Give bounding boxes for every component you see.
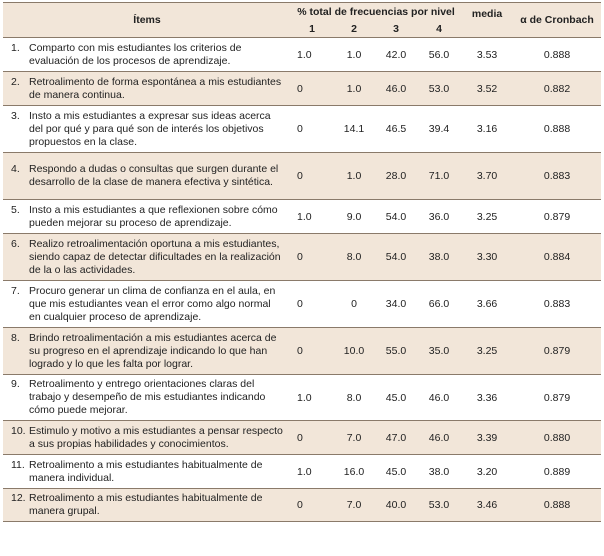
level-4-cell: 46.0 bbox=[417, 375, 461, 421]
level-3-cell: 42.0 bbox=[375, 38, 417, 72]
item-text: Retroalimento a mis estudiantes habitualmente de manera individual. bbox=[29, 458, 263, 484]
level-1-cell: 1.0 bbox=[291, 200, 333, 234]
level-1-cell: 0 bbox=[291, 489, 333, 522]
level-3-cell: 45.0 bbox=[375, 375, 417, 421]
level-1-cell: 1.0 bbox=[291, 375, 333, 421]
item-number: 9. bbox=[11, 378, 20, 390]
item-text: Insto a mis estudiantes a expresar sus ideas acerca del por qué y para qué son de interés los objetivos propuestos en la clase. bbox=[29, 109, 271, 148]
level-3-cell: 54.0 bbox=[375, 200, 417, 234]
item-cell bbox=[3, 106, 291, 153]
header-media: media bbox=[461, 3, 513, 38]
media-cell: 3.16 bbox=[461, 106, 513, 153]
header-frequencies: % total de frecuencias por nivel bbox=[291, 3, 461, 22]
table-row bbox=[3, 200, 601, 234]
item-cell bbox=[3, 200, 291, 234]
level-3-cell: 46.5 bbox=[375, 106, 417, 153]
item-cell bbox=[3, 455, 291, 489]
alpha-cell: 0.879 bbox=[513, 375, 601, 421]
level-3-cell: 34.0 bbox=[375, 281, 417, 328]
item-text: Retroalimento de forma espontánea a mis estudiantes de manera continua. bbox=[29, 75, 282, 101]
level-2-cell: 1.0 bbox=[333, 72, 375, 106]
level-1-cell: 0 bbox=[291, 234, 333, 281]
media-cell: 3.53 bbox=[461, 38, 513, 72]
item-text: Realizo retroalimentación oportuna a mis estudiantes, siendo capaz de detectar dificultades en la realización de la o las actividades. bbox=[29, 237, 281, 276]
item-number: 6. bbox=[11, 237, 20, 250]
item-cell bbox=[3, 72, 291, 106]
item-number: 8. bbox=[11, 331, 20, 344]
item-cell bbox=[3, 153, 291, 200]
level-1-cell: 0 bbox=[291, 153, 333, 200]
header-level-3: 3 bbox=[375, 21, 417, 38]
item-text: Retroalimento a mis estudiantes habitualmente de manera grupal. bbox=[29, 492, 263, 517]
item-text: Insto a mis estudiantes a que reflexionen sobre cómo pueden mejorar su proceso de aprendizaje. bbox=[29, 203, 278, 229]
media-cell: 3.39 bbox=[461, 421, 513, 455]
item-number: 11. bbox=[11, 458, 25, 471]
frequency-table bbox=[3, 2, 601, 522]
level-4-cell: 39.4 bbox=[417, 106, 461, 153]
table-row bbox=[3, 489, 601, 522]
alpha-cell: 0.884 bbox=[513, 234, 601, 281]
alpha-cell: 0.888 bbox=[513, 106, 601, 153]
level-3-cell: 55.0 bbox=[375, 328, 417, 375]
level-4-cell: 53.0 bbox=[417, 72, 461, 106]
media-cell: 3.36 bbox=[461, 375, 513, 421]
level-4-cell: 71.0 bbox=[417, 153, 461, 200]
level-2-cell: 9.0 bbox=[333, 200, 375, 234]
alpha-cell: 0.879 bbox=[513, 328, 601, 375]
header-level-4: 4 bbox=[417, 21, 461, 38]
level-1-cell: 0 bbox=[291, 328, 333, 375]
item-cell bbox=[3, 421, 291, 455]
level-2-cell: 8.0 bbox=[333, 234, 375, 281]
level-1-cell: 0 bbox=[291, 281, 333, 328]
alpha-cell: 0.880 bbox=[513, 421, 601, 455]
level-2-cell: 0 bbox=[333, 281, 375, 328]
item-text: Retroalimento y entrego orientaciones claras del trabajo y desempeño de mis estudiantes indicando cómo puede mejorar. bbox=[29, 378, 266, 416]
level-1-cell: 1.0 bbox=[291, 455, 333, 489]
media-cell: 3.25 bbox=[461, 200, 513, 234]
table-row bbox=[3, 153, 601, 200]
table-row bbox=[3, 281, 601, 328]
item-number: 1. bbox=[11, 41, 20, 54]
media-cell: 3.25 bbox=[461, 328, 513, 375]
header-alpha: α de Cronbach bbox=[513, 3, 601, 38]
level-3-cell: 46.0 bbox=[375, 72, 417, 106]
level-2-cell: 10.0 bbox=[333, 328, 375, 375]
level-2-cell: 7.0 bbox=[333, 421, 375, 455]
item-cell bbox=[3, 489, 291, 522]
level-3-cell: 40.0 bbox=[375, 489, 417, 522]
table-row bbox=[3, 38, 601, 72]
item-cell bbox=[3, 328, 291, 375]
level-4-cell: 35.0 bbox=[417, 328, 461, 375]
level-3-cell: 28.0 bbox=[375, 153, 417, 200]
media-cell: 3.46 bbox=[461, 489, 513, 522]
item-number: 10. bbox=[11, 424, 26, 437]
alpha-cell: 0.882 bbox=[513, 72, 601, 106]
item-number: 4. bbox=[11, 163, 20, 175]
table-row bbox=[3, 106, 601, 153]
alpha-cell: 0.883 bbox=[513, 153, 601, 200]
item-text: Estimulo y motivo a mis estudiantes a pensar respecto a sus propias habilidades y conocimientos. bbox=[29, 424, 283, 450]
media-cell: 3.70 bbox=[461, 153, 513, 200]
level-2-cell: 14.1 bbox=[333, 106, 375, 153]
media-cell: 3.30 bbox=[461, 234, 513, 281]
media-cell: 3.66 bbox=[461, 281, 513, 328]
alpha-cell: 0.883 bbox=[513, 281, 601, 328]
item-cell bbox=[3, 281, 291, 328]
alpha-cell: 0.888 bbox=[513, 38, 601, 72]
header-level-2: 2 bbox=[333, 21, 375, 38]
level-2-cell: 1.0 bbox=[333, 153, 375, 200]
level-1-cell: 1.0 bbox=[291, 38, 333, 72]
item-number: 3. bbox=[11, 109, 20, 122]
level-4-cell: 46.0 bbox=[417, 421, 461, 455]
item-number: 5. bbox=[11, 203, 20, 216]
level-1-cell: 0 bbox=[291, 72, 333, 106]
level-4-cell: 38.0 bbox=[417, 234, 461, 281]
item-text: Procuro generar un clima de confianza en el aula, en que mis estudiantes vean el error como algo normal en cualquier proceso de aprendizaje. bbox=[29, 284, 276, 323]
level-2-cell: 8.0 bbox=[333, 375, 375, 421]
header-items: Ítems bbox=[3, 3, 291, 38]
item-text: Brindo retroalimentación a mis estudiantes acerca de su progreso en el aprendizaje indicando lo que han logrado y lo que les falta por lograr. bbox=[29, 331, 277, 370]
item-cell bbox=[3, 38, 291, 72]
header-level-1: 1 bbox=[291, 21, 333, 38]
media-cell: 3.52 bbox=[461, 72, 513, 106]
level-4-cell: 56.0 bbox=[417, 38, 461, 72]
alpha-cell: 0.888 bbox=[513, 489, 601, 522]
level-3-cell: 45.0 bbox=[375, 455, 417, 489]
item-text: Comparto con mis estudiantes los criterios de evaluación de los procesos de aprendizaje. bbox=[29, 41, 242, 67]
item-number: 7. bbox=[11, 284, 20, 297]
level-1-cell: 0 bbox=[291, 421, 333, 455]
level-3-cell: 47.0 bbox=[375, 421, 417, 455]
item-text: Respondo a dudas o consultas que surgen durante el desarrollo de la clase de manera efectiva y sintética. bbox=[29, 163, 279, 188]
item-cell bbox=[3, 234, 291, 281]
table-row bbox=[3, 328, 601, 375]
item-number: 2. bbox=[11, 75, 20, 88]
table-row bbox=[3, 421, 601, 455]
table-body bbox=[3, 38, 601, 522]
level-1-cell: 0 bbox=[291, 106, 333, 153]
item-number: 12. bbox=[11, 492, 26, 504]
item-cell bbox=[3, 375, 291, 421]
table-row bbox=[3, 234, 601, 281]
alpha-cell: 0.879 bbox=[513, 200, 601, 234]
level-3-cell: 54.0 bbox=[375, 234, 417, 281]
table-row bbox=[3, 375, 601, 421]
level-2-cell: 16.0 bbox=[333, 455, 375, 489]
level-4-cell: 53.0 bbox=[417, 489, 461, 522]
level-4-cell: 36.0 bbox=[417, 200, 461, 234]
level-2-cell: 7.0 bbox=[333, 489, 375, 522]
table-row bbox=[3, 72, 601, 106]
alpha-cell: 0.889 bbox=[513, 455, 601, 489]
level-4-cell: 66.0 bbox=[417, 281, 461, 328]
level-2-cell: 1.0 bbox=[333, 38, 375, 72]
media-cell: 3.20 bbox=[461, 455, 513, 489]
table-row bbox=[3, 455, 601, 489]
level-4-cell: 38.0 bbox=[417, 455, 461, 489]
